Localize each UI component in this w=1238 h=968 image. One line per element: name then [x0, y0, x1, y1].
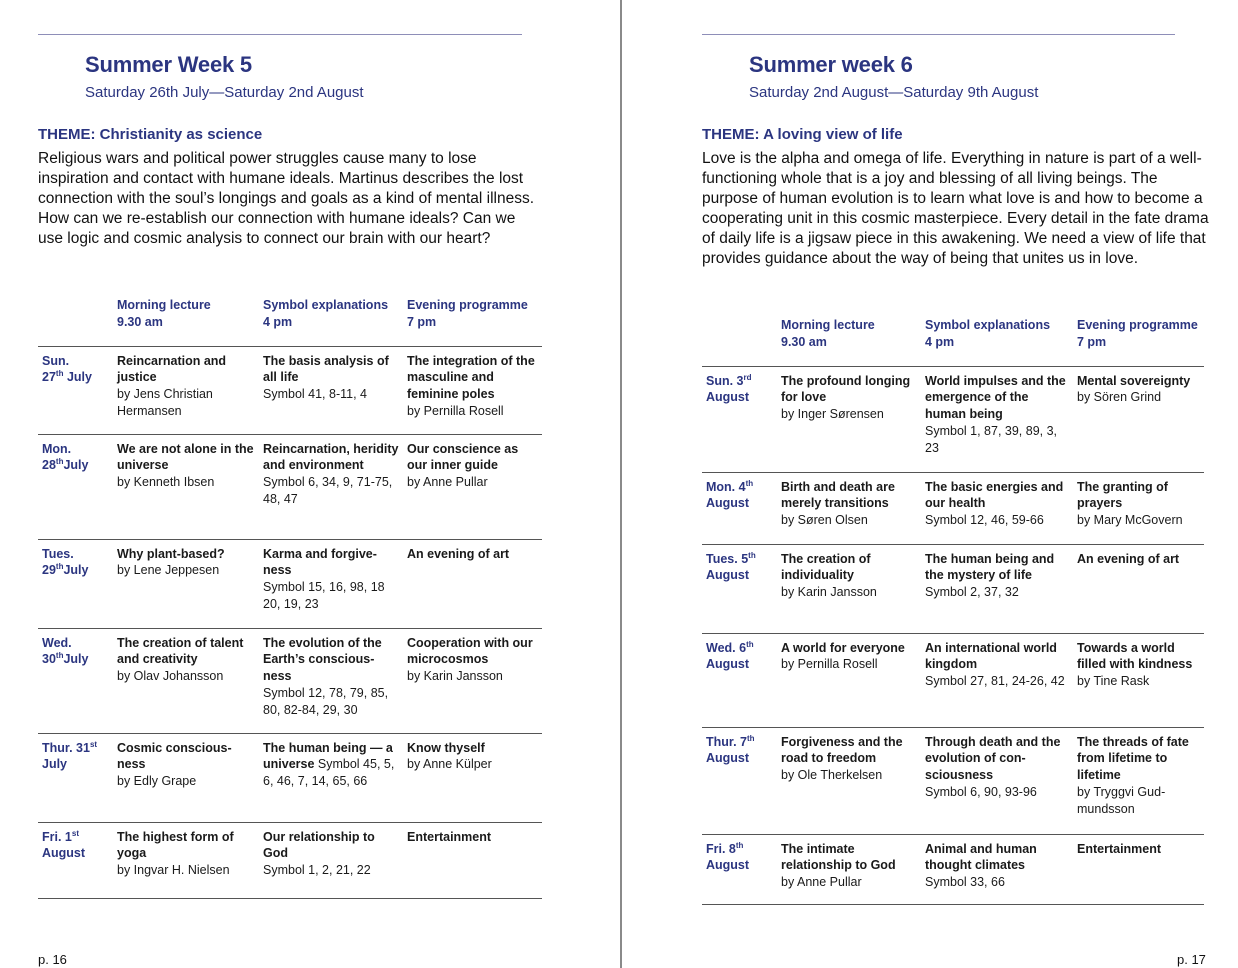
morning-cell: Birth and death are merely transitions by Søren Olsen	[781, 479, 895, 528]
morning-cell: Why plant-based? by Lene Jeppesen	[117, 546, 225, 578]
symbol-cell: Reincarnation, heridity and environment Symbol 6, 34, 9, 71-75, 48, 47	[263, 441, 399, 506]
symbol-cell: The human being and the mystery of life Symbol 2, 37, 32	[925, 551, 1055, 600]
schedule-row	[702, 727, 1204, 834]
morning-cell: The intimate relationship to God by Anne Pullar	[781, 841, 896, 890]
schedule-table	[38, 296, 542, 899]
symbol-cell: An international world kingdom Symbol 27, 81, 24-26, 42	[925, 640, 1065, 689]
day-cell: Mon. 28thJuly	[42, 441, 89, 473]
morning-cell: A world for everyone by Pernilla Rosell	[781, 640, 905, 672]
symbol-column-header: Symbol explanations 4 pm	[925, 318, 1051, 349]
schedule-row	[38, 539, 542, 628]
symbol-cell: The basic energies and our health Symbol 12, 46, 59-66	[925, 479, 1064, 528]
schedule-header-row	[702, 316, 1204, 366]
evening-cell: Entertainment	[1077, 841, 1162, 856]
day-cell: Tues. 29thJuly	[42, 546, 89, 578]
day-cell: Mon. 4th August	[706, 478, 754, 511]
day-cell: Sun. 27th July	[42, 353, 92, 385]
morning-cell: The creation of individuality by Karin Jansson	[781, 551, 877, 600]
theme-intro: Love is the alpha and omega of life. Everything in nature is part of a well-functioning whole that is a joy and blessing of all living beings. The purpose of human evolution is to learn what love is and how to become a cooperating unit in this cosmic masterpiece. Every detail in the fate drama of daily life is a jigsaw piece in this awakening. We need a view of life that provides guidance about the way of being that unites us in love.	[702, 150, 1209, 267]
evening-cell: The granting of prayers by Mary McGovern	[1077, 479, 1183, 528]
top-rule	[38, 34, 522, 35]
evening-cell: An evening of art	[407, 546, 510, 561]
morning-column-header: Morning lecture 9.30 am	[781, 318, 875, 349]
week-theme: THEME: A loving view of life	[702, 126, 903, 143]
morning-cell: The profound longing for love by Inger Sørensen	[781, 373, 911, 422]
day-cell: Wed. 30thJuly	[42, 635, 89, 667]
morning-column-header: Morning lecture 9.30 am	[117, 298, 211, 329]
evening-cell: Cooperation with our microcosmos by Karin Jansson	[407, 635, 533, 684]
theme-intro: Religious wars and political power struggles cause many to lose inspiration and contact with humane ideals. Martinus describes the lost connection with the soul’s longings and goals as a kind of mental illness. How can we re-establish our connection with humane ideals? Can we use logic and cosmic analysis to connect our brain with our heart?	[38, 150, 535, 247]
schedule-row	[702, 544, 1204, 633]
schedule-row	[702, 834, 1204, 904]
day-column-header	[38, 296, 113, 346]
day-cell: Sun. 3rd August	[706, 372, 752, 405]
evening-cell: The integration of the masculine and feminine poles by Pernilla Rosell	[407, 353, 535, 418]
day-cell: Fri. 1st August	[42, 828, 86, 861]
evening-cell: Towards a world filled with kindness by Tine Rask	[1077, 640, 1193, 689]
week-theme: THEME: Christianity as science	[38, 126, 263, 143]
morning-cell: The creation of talent and creativity by Olav Johansson	[117, 635, 244, 684]
week-title: Summer week 6	[749, 52, 913, 77]
day-cell: Thur. 7th August	[706, 733, 755, 766]
page-number: p. 17	[1177, 952, 1206, 967]
right-page	[622, 0, 1238, 968]
schedule-header-row	[38, 296, 542, 346]
symbol-cell: Animal and human thought climates Symbol 33, 66	[925, 841, 1037, 890]
symbol-cell: Karma and forgive-ness Symbol 15, 16, 98, 18 20, 19, 23	[263, 546, 385, 611]
day-column-header	[702, 316, 777, 366]
day-cell: Wed. 6th August	[706, 639, 754, 672]
symbol-cell: Through death and the evolution of con-sciousness Symbol 6, 90, 93-96	[925, 734, 1061, 799]
evening-cell: An evening of art	[1077, 551, 1180, 566]
week-title: Summer Week 5	[85, 52, 252, 77]
schedule-row	[38, 628, 542, 733]
morning-cell: Cosmic conscious-ness by Edly Grape	[117, 740, 232, 789]
schedule-row	[38, 733, 542, 822]
schedule-row	[702, 366, 1204, 472]
symbol-cell: World impulses and the emergence of the human being Symbol 1, 87, 39, 89, 3, 23	[925, 373, 1066, 455]
week-dates: Saturday 26th July—Saturday 2nd August	[85, 84, 364, 101]
evening-cell: The threads of fate from lifetime to lifetime by Tryggvi Gud-mundsson	[1077, 734, 1189, 816]
evening-cell: Our conscience as our inner guide by Anne Pullar	[407, 441, 519, 490]
symbol-cell: The basis analysis of all life Symbol 41, 8-11, 4	[263, 353, 389, 402]
week-dates: Saturday 2nd August—Saturday 9th August	[749, 84, 1039, 101]
page-number: p. 16	[38, 952, 67, 967]
evening-column-header: Evening programme 7 pm	[407, 298, 528, 329]
day-cell: Fri. 8th August	[706, 840, 750, 873]
evening-cell: Mental sovereignty by Sören Grind	[1077, 373, 1191, 405]
schedule-row	[38, 434, 542, 539]
morning-cell: We are not alone in the universe by Kenneth Ibsen	[117, 441, 254, 490]
schedule-row	[702, 472, 1204, 544]
morning-cell: The highest form of yoga by Ingvar H. Nielsen	[117, 829, 234, 878]
schedule-row	[38, 346, 542, 434]
schedule-row	[38, 822, 542, 898]
evening-cell: Know thyself by Anne Külper	[407, 740, 492, 772]
schedule-row	[702, 633, 1204, 727]
symbol-cell: The evolution of the Earth’s conscious-ness Symbol 12, 78, 79, 85, 80, 82-84, 29, 30	[263, 635, 389, 717]
symbol-cell: The human being — a universe Symbol 45, 5, 6, 46, 7, 14, 65, 66	[263, 740, 395, 789]
symbol-column-header: Symbol explanations 4 pm	[263, 298, 389, 329]
morning-cell: Forgiveness and the road to freedom by Ole Therkelsen	[781, 734, 903, 783]
day-cell: Tues. 5th August	[706, 550, 756, 583]
symbol-cell: Our relationship to God Symbol 1, 2, 21, 22	[263, 829, 375, 878]
day-cell: Thur. 31st July	[42, 739, 98, 772]
morning-cell: Reincarnation and justice by Jens Christian Hermansen	[117, 353, 227, 418]
schedule-table	[702, 316, 1204, 905]
evening-cell: Entertainment	[407, 829, 492, 844]
top-rule	[702, 34, 1175, 35]
evening-column-header: Evening programme 7 pm	[1077, 318, 1198, 349]
